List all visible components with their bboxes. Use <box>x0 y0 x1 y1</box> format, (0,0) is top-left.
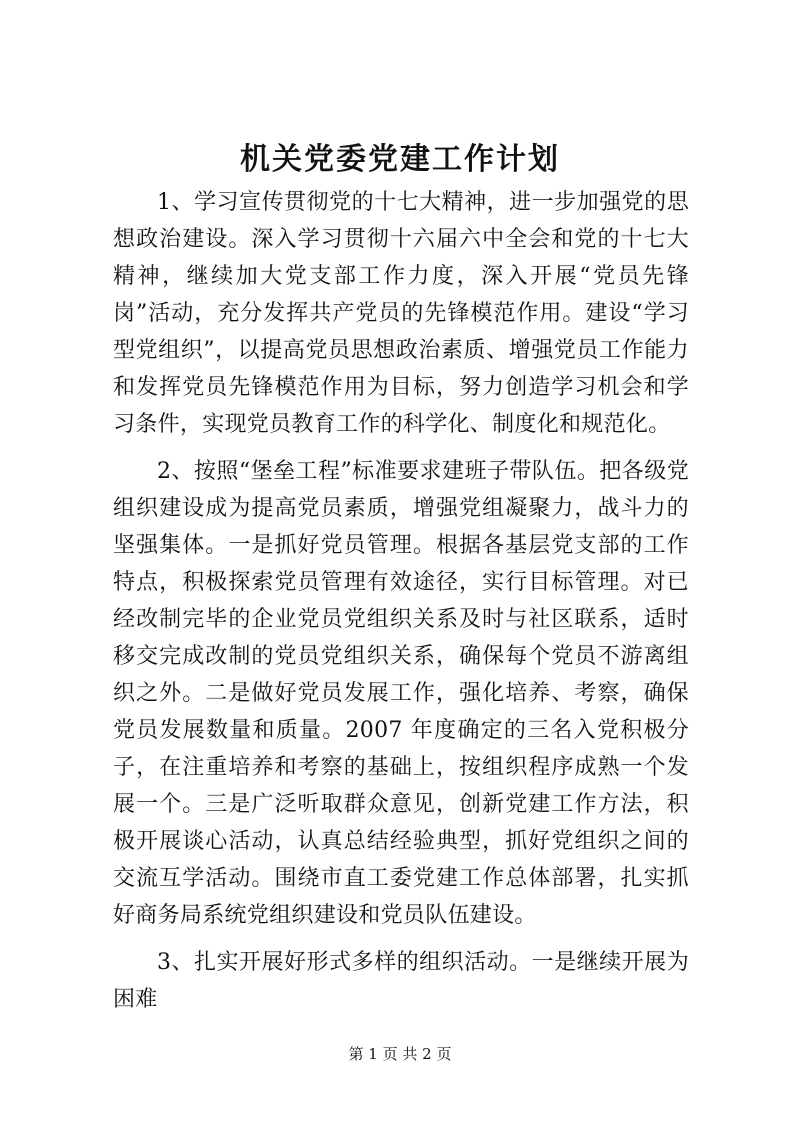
paragraph-1: 1、学习宣传贯彻党的十七大精神，进一步加强党的思想政治建设。深入学习贯彻十六届六中全会和党的十七大精神，继续加大党支部工作力度，深入开展“党员先锋岗”活动，充分发挥共产党员的先锋模范作用。建设“学习型党组织”，以提高党员思想政治素质、增强党员工作能力和发挥党员先锋模范作用为目标，努力创造学习机会和学习条件，实现党员教育工作的科学化、制度化和规范化。 <box>113 190 689 437</box>
document-body <box>113 184 689 1028</box>
paragraph-3: 3、扎实开展好形式多样的组织活动。一是继续开展为困难 <box>113 950 689 1012</box>
paragraph-2: 2、按照“堡垒工程”标准要求建班子带队伍。把各级党组织建设成为提高党员素质，增强党组凝聚力，战斗力的坚强集体。一是抓好党员管理。根据各基层党支部的工作特点，积极探索党员管理有效途径，实行目标管理。对已经改制完毕的企业党员党组织关系及时与社区联系，适时移交完成改制的党员党组织关系，确保每个党员不游离组织之外。二是做好党员发展工作，强化培养、考察，确保党员发展数量和质量。2007 年度确定的三名入党积极分子，在注重培养和考察的基础上，按组织程序成熟一个发展一个。三是广泛听取群众意见，创新党建工作方法，积极开展谈心活动，认真总结经验典型，抓好党组织之间的交流互学活动。围绕市直工委党建工作总体部署，扎实抓好商务局系统党组织建设和党员队伍建设。 <box>113 459 689 928</box>
document-title: 机关党委党建工作计划 <box>240 142 560 177</box>
page-footer: 第 1 页 共 2 页 <box>348 1045 452 1063</box>
